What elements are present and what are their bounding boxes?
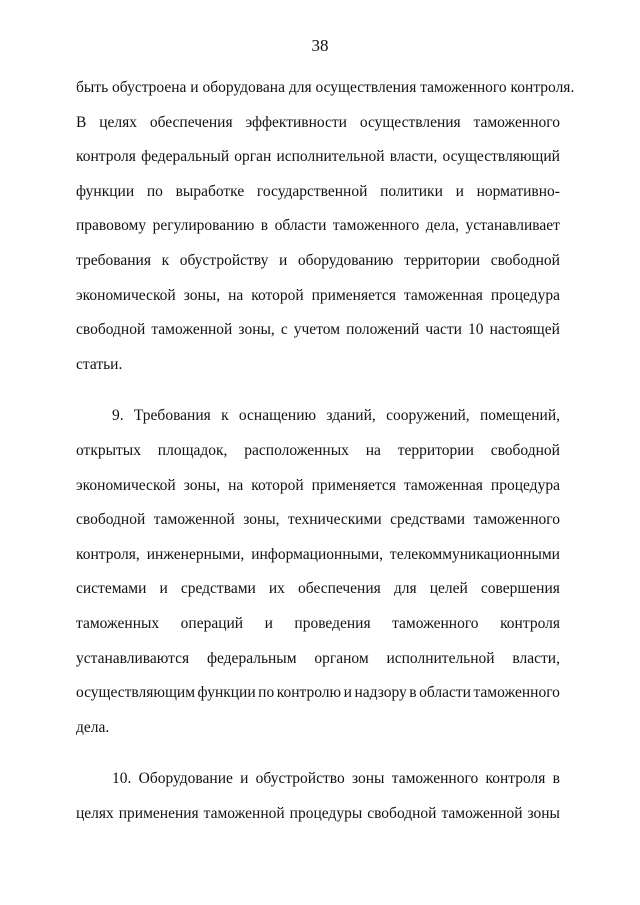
text-line: 10. Оборудование и обустройство зоны таможенного контроля в — [112, 770, 560, 788]
text-line: В целях обеспечения эффективности осуществления таможенного — [76, 113, 560, 131]
text-line: дела. — [76, 718, 110, 736]
paragraph-p-10 — [76, 762, 560, 831]
document-body — [76, 71, 575, 831]
text-line: системами и средствами их обеспечения для целей совершения — [76, 580, 560, 598]
text-line: функции по выработке государственной политики и нормативно- — [76, 182, 560, 200]
text-line: экономической зоны, на которой применяется таможенная процедура — [76, 286, 560, 304]
text-line: быть обустроена и оборудована для осуществления таможенного контроля. — [76, 79, 575, 96]
text-line: осуществляющим функции по контролю и надзору в области таможенного — [76, 684, 560, 702]
text-line: устанавливаются федеральным органом исполнительной власти, — [76, 649, 560, 667]
paragraph-p-8-continued — [76, 71, 575, 382]
text-line: 9. Требования к оснащению зданий, сооружений, помещений, — [112, 407, 560, 425]
text-line: статьи. — [76, 355, 123, 373]
text-line: свободной таможенной зоны, техническими средствами таможенного — [76, 511, 560, 529]
text-line: правовому регулированию в области таможенного дела, устанавливает — [76, 217, 560, 235]
text-line: требования к обустройству и оборудованию территории свободной — [76, 251, 560, 269]
text-line: целях применения таможенной процедуры свободной таможенной зоны — [76, 804, 560, 822]
page-number: 38 — [311, 36, 329, 55]
text-line: экономической зоны, на которой применяется таможенная процедура — [76, 476, 560, 494]
text-line: контроля федеральный орган исполнительной власти, осуществляющий — [76, 148, 560, 166]
text-line: открытых площадок, расположенных на территории свободной — [76, 441, 560, 459]
text-line: таможенных операций и проведения таможенного контроля — [76, 614, 560, 632]
paragraph-gap — [76, 382, 560, 399]
text-line: свободной таможенной зоны, с учетом положений части 10 настоящей — [76, 321, 560, 339]
text-line: контроля, инженерными, информационными, телекоммуникационными — [76, 545, 560, 563]
paragraph-gap — [76, 745, 560, 762]
paragraph-p-9 — [76, 399, 560, 745]
